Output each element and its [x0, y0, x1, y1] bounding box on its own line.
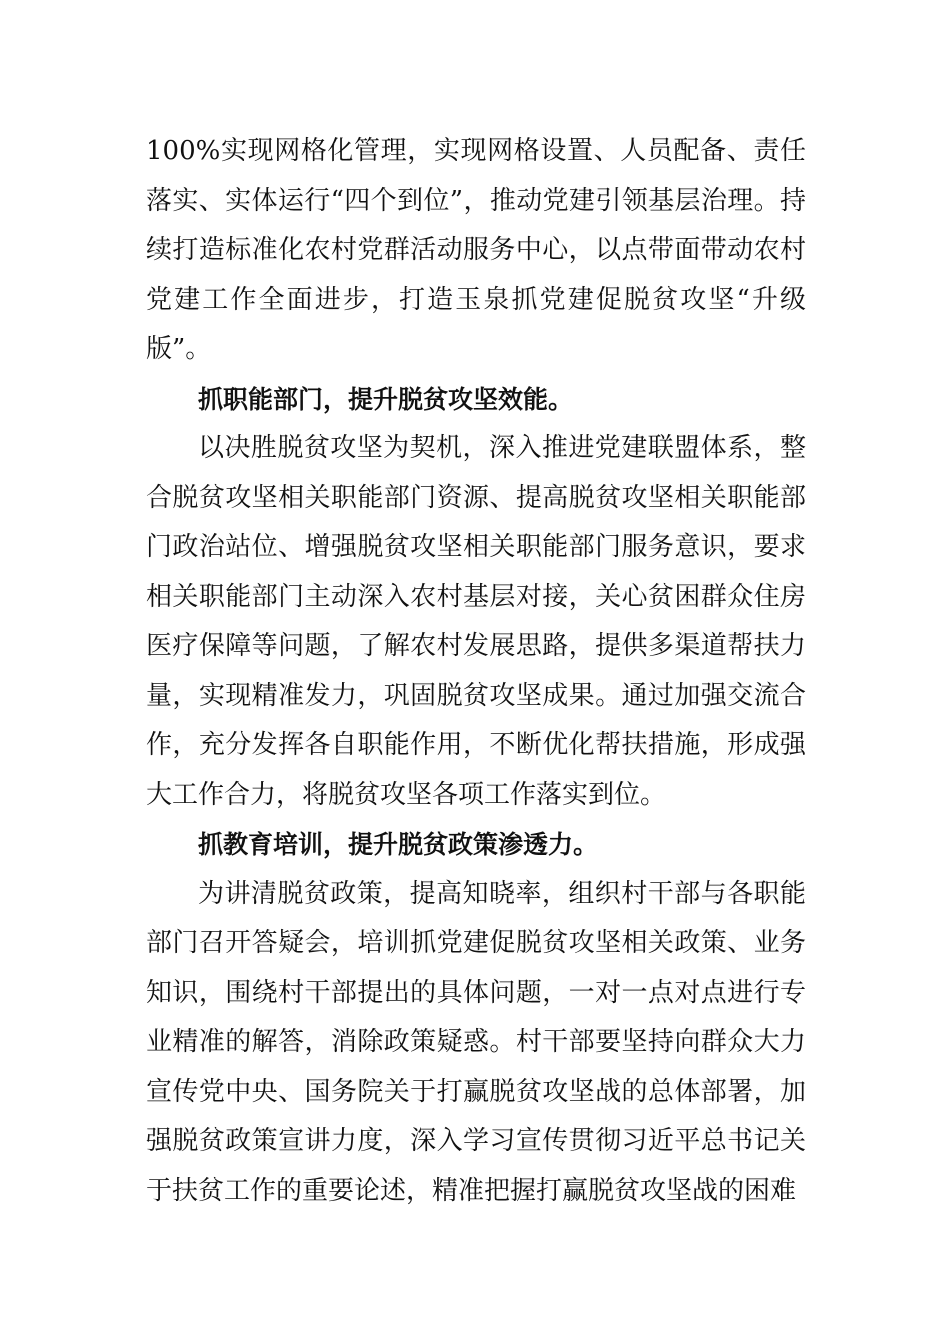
- paragraph-functional-departments: 以决胜脱贫攻坚为契机，深入推进党建联盟体系，整合脱贫攻坚相关职能部门资源、提高脱贫攻坚相关职能部门政治站位、增强脱贫攻坚相关职能部门服务意识，要求相关职能部门主动深入农村基层对接，关心贫困群众住房医疗保障等问题，了解农村发展思路，提供多渠道帮扶力量，实现精准发力，巩固脱贫攻坚成果。通过加强交流合作，充分发挥各自职能作用，不断优化帮扶措施，形成强大工作合力，将脱贫攻坚各项工作落实到位。: [146, 433, 806, 810]
- document-body: [146, 127, 806, 1216]
- section-heading-functional-departments: 抓职能部门，提升脱贫攻坚效能。: [198, 384, 574, 414]
- paragraph-continued: 100%实现网格化管理，实现网格设置、人员配备、责任落实、实体运行“四个到位”，推动党建引领基层治理。持续打造标准化农村党群活动服务中心，以点带面带动农村党建工作全面进步，打造玉泉抓党建促脱贫攻坚“升级版”。: [146, 136, 806, 364]
- section-heading-education-training: 抓教育培训，提升脱贫政策渗透力。: [198, 830, 599, 859]
- paragraph-education-training: 为讲清脱贫政策，提高知晓率，组织村干部与各职能部门召开答疑会，培训抓党建促脱贫攻坚相关政策、业务知识，围绕村干部提出的具体问题，一对一点对点进行专业精准的解答，消除政策疑惑。村干部要坚持向群众大力宣传党中央、国务院关于打赢脱贫攻坚战的总体部署，加强脱贫政策宣讲力度，深入学习宣传贯彻习近平总书记关于扶贫工作的重要论述，精准把握打赢脱贫攻坚战的困难: [146, 878, 806, 1206]
